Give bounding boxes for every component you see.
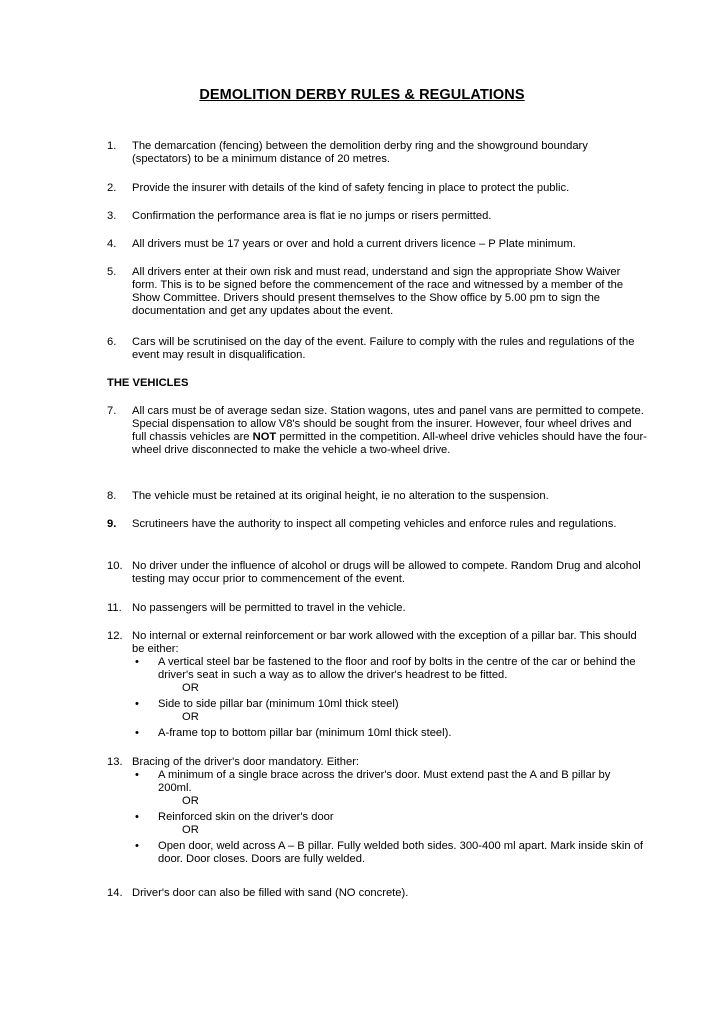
rule-text: Provide the insurer with details of the kind of safety fencing in place to protect the public. bbox=[132, 182, 570, 194]
rule-text-part: All cars must be of average sedan size. Station wagons, utes and panel vans are permitted to compete. Special dispensation to allow V8's should be sought from the insurer. However, four wheel drives and full chassis vehicles are bbox=[132, 405, 644, 443]
rule-item-11 bbox=[107, 602, 647, 615]
bullet-item bbox=[132, 698, 647, 711]
rule-number: 1. bbox=[107, 140, 117, 152]
section-heading-vehicles: THE VEHICLES bbox=[107, 377, 189, 389]
rule-number: 7. bbox=[107, 405, 117, 417]
bullet-text: Open door, weld across A – B pillar. Fully welded both sides. 300-400 ml apart. Mark inside skin of door. Door closes. Doors are fully welded. bbox=[158, 840, 644, 865]
rule-item-12 bbox=[107, 630, 647, 740]
rule-number: 11. bbox=[107, 602, 122, 614]
bullet-list bbox=[132, 656, 647, 740]
rule-number: 9. bbox=[107, 518, 117, 530]
rule-item-13 bbox=[107, 756, 647, 866]
rule-item-7 bbox=[107, 405, 647, 457]
rule-number: 12. bbox=[107, 630, 123, 642]
bullet-icon: • bbox=[135, 656, 139, 668]
bullet-list bbox=[132, 769, 647, 866]
rule-item-14 bbox=[107, 887, 647, 900]
rule-text: No driver under the influence of alcohol or drugs will be allowed to compete. Random Drug and alcohol testing may occur prior to commencement of the event. bbox=[132, 560, 641, 585]
rule-item-8 bbox=[107, 490, 647, 503]
bullet-icon: • bbox=[135, 727, 139, 739]
rule-item-9 bbox=[107, 518, 647, 531]
bullet-text: Reinforced skin on the driver's door bbox=[158, 811, 334, 823]
rule-text: The demarcation (fencing) between the demolition derby ring and the showground boundary (spectators) to be a minimum distance of 20 metres. bbox=[132, 140, 588, 165]
bullet-text: Side to side pillar bar (minimum 10ml thick steel) bbox=[158, 698, 399, 710]
rule-text: All drivers must be 17 years or over and hold a current drivers licence – P Plate minimum. bbox=[132, 238, 576, 250]
rule-item-10 bbox=[107, 560, 647, 586]
rule-item-2 bbox=[107, 182, 647, 195]
rule-text: No internal or external reinforcement or bar work allowed with the exception of a pillar bar. This should be either: bbox=[132, 630, 637, 655]
rule-text: Driver's door can also be filled with sand (NO concrete). bbox=[132, 887, 409, 899]
bullet-item bbox=[132, 811, 647, 824]
rule-text bbox=[132, 405, 647, 457]
or-separator: OR bbox=[182, 795, 199, 807]
or-separator: OR bbox=[182, 824, 199, 836]
rule-number: 5. bbox=[107, 266, 117, 278]
rule-text-part: permitted in the competition. All-wheel drive vehicles should have the four-wheel drive disconnected to make the vehicle a two-wheel drive. bbox=[132, 431, 647, 456]
rule-item-5 bbox=[107, 266, 647, 318]
bullet-icon: • bbox=[135, 840, 139, 852]
bullet-item bbox=[132, 769, 647, 795]
emphasis-text: NOT bbox=[252, 431, 277, 443]
rule-text: Cars will be scrutinised on the day of the event. Failure to comply with the rules and regulations of the event may result in disqualification. bbox=[132, 336, 635, 361]
rule-number: 2. bbox=[107, 182, 117, 194]
bullet-text: A vertical steel bar be fastened to the floor and roof by bolts in the centre of the car or behind the driver's seat in such a way as to allow the driver's headrest to be fitted. bbox=[158, 656, 636, 681]
bullet-item bbox=[132, 656, 647, 682]
rule-text: Confirmation the performance area is flat ie no jumps or risers permitted. bbox=[132, 210, 492, 222]
rule-text: Scrutineers have the authority to inspect all competing vehicles and enforce rules and regulations. bbox=[132, 518, 617, 530]
rule-number: 3. bbox=[107, 210, 117, 222]
rule-item-6 bbox=[107, 336, 647, 362]
rule-number: 8. bbox=[107, 490, 117, 502]
bullet-text: A-frame top to bottom pillar bar (minimum 10ml thick steel). bbox=[158, 727, 452, 739]
bullet-icon: • bbox=[135, 698, 139, 710]
rule-text: The vehicle must be retained at its original height, ie no alteration to the suspension. bbox=[132, 490, 549, 502]
rule-number: 13. bbox=[107, 756, 123, 768]
bullet-icon: • bbox=[135, 769, 139, 781]
rule-number: 14. bbox=[107, 887, 123, 899]
rule-item-4 bbox=[107, 238, 647, 251]
rule-number: 4. bbox=[107, 238, 117, 250]
bullet-item bbox=[132, 727, 647, 740]
rule-item-1 bbox=[107, 140, 647, 166]
rule-number: 6. bbox=[107, 336, 117, 348]
bullet-item bbox=[132, 840, 647, 866]
or-separator: OR bbox=[182, 711, 199, 723]
or-separator: OR bbox=[182, 682, 199, 694]
rule-item-3 bbox=[107, 210, 647, 223]
rule-text: All drivers enter at their own risk and must read, understand and sign the appropriate Show Waiver form. This is to be signed before the commencement of the race and witnessed by a member of the Show Committee. Drivers should present themselves to the Show office by 5.00 pm to sign the documentation and get any updates about the event. bbox=[132, 266, 624, 317]
rule-number: 10. bbox=[107, 560, 123, 572]
bullet-icon: • bbox=[135, 811, 139, 823]
rule-text: No passengers will be permitted to travel in the vehicle. bbox=[132, 602, 406, 614]
document-title: DEMOLITION DERBY RULES & REGULATIONS bbox=[199, 87, 525, 103]
bullet-text: A minimum of a single brace across the driver's door. Must extend past the A and B pillar by 200ml. bbox=[158, 769, 611, 794]
rule-text: Bracing of the driver's door mandatory. Either: bbox=[132, 756, 360, 768]
